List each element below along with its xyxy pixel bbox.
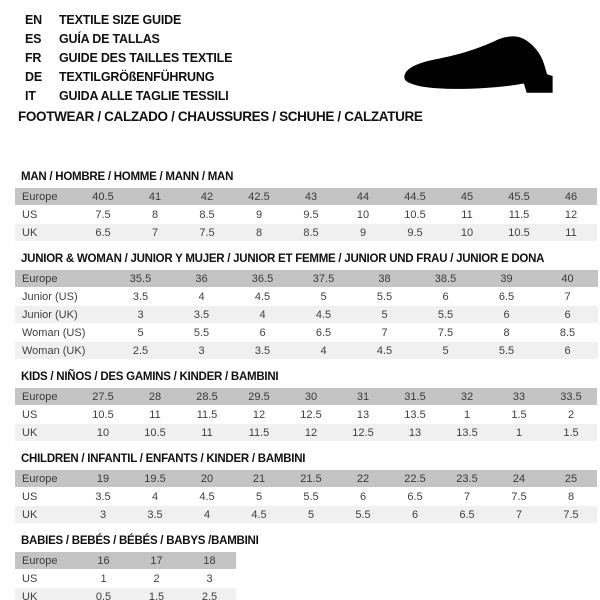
size-value: 9.5 (285, 206, 337, 224)
language-code: EN (25, 12, 42, 27)
size-value: 19 (77, 470, 129, 488)
language-label: GUIDA ALLE TAGLIE TESSILI (59, 88, 229, 103)
size-value: 31.5 (389, 388, 441, 406)
size-value: 27.5 (77, 388, 129, 406)
size-value: 5.5 (415, 306, 476, 324)
size-value: 2.5 (183, 588, 236, 600)
row-label: Junior (UK) (15, 306, 110, 324)
table-row (15, 388, 597, 406)
table-row (15, 406, 597, 424)
size-value: 1 (441, 406, 493, 424)
language-label: GUIDE DES TAILLES TEXTILE (59, 50, 233, 65)
size-value: 4.5 (232, 288, 293, 306)
size-value: 3.5 (129, 506, 181, 524)
size-value: 44 (337, 188, 389, 206)
size-value: 10 (77, 424, 129, 442)
row-label: US (15, 406, 77, 424)
category-title: FOOTWEAR / CALZADO / CHAUSSURES / SCHUHE / CALZATURE (18, 109, 423, 124)
size-value: 5 (110, 324, 171, 342)
size-value: 1 (493, 424, 545, 442)
size-value: 9 (233, 206, 285, 224)
row-label: Europe (15, 470, 77, 488)
size-value: 8.5 (285, 224, 337, 242)
shoe-icon (397, 31, 573, 102)
table-row (15, 588, 236, 600)
row-label: US (15, 570, 77, 588)
size-value: 12 (545, 206, 597, 224)
size-value: 5.5 (476, 342, 537, 360)
size-value: 33 (493, 388, 545, 406)
size-table-title: KIDS / NIÑOS / DES GAMINS / KINDER / BAMBINI (21, 371, 279, 383)
size-value: 45.5 (493, 188, 545, 206)
size-value: 6 (537, 306, 598, 324)
size-table-section (15, 371, 598, 442)
size-value: 4 (129, 488, 181, 506)
size-value: 10.5 (389, 206, 441, 224)
size-value: 10 (441, 224, 493, 242)
size-value: 1 (77, 570, 130, 588)
table-row (15, 306, 598, 324)
size-value: 9.5 (389, 224, 441, 242)
size-value: 38 (354, 270, 415, 288)
size-table-section (15, 535, 598, 600)
size-value: 5 (293, 288, 354, 306)
row-label: UK (15, 506, 77, 524)
size-value: 35.5 (110, 270, 171, 288)
language-list (25, 10, 232, 105)
size-value: 8 (129, 206, 181, 224)
table-row (15, 506, 597, 524)
size-value: 0.5 (77, 588, 130, 600)
size-value: 1.5 (493, 406, 545, 424)
table-row (15, 570, 236, 588)
size-value: 31 (337, 388, 389, 406)
size-value: 13.5 (389, 406, 441, 424)
size-table-title: JUNIOR & WOMAN / JUNIOR Y MUJER / JUNIOR ET FEMME / JUNIOR UND FRAU / JUNIOR E DONA (21, 253, 545, 265)
size-value: 5 (285, 506, 337, 524)
size-table-section (15, 253, 598, 360)
size-value: 46 (545, 188, 597, 206)
size-value: 30 (285, 388, 337, 406)
language-row (25, 86, 232, 105)
row-label: Europe (15, 388, 77, 406)
size-value: 5 (233, 488, 285, 506)
size-value: 33.5 (545, 388, 597, 406)
size-value: 40 (537, 270, 598, 288)
size-value: 40.5 (77, 188, 129, 206)
row-label: Woman (UK) (15, 342, 110, 360)
size-value: 3 (110, 306, 171, 324)
table-row (15, 206, 597, 224)
size-value: 11.5 (493, 206, 545, 224)
size-value: 23.5 (441, 470, 493, 488)
size-value: 1.5 (545, 424, 597, 442)
size-value: 8.5 (181, 206, 233, 224)
table-row (15, 188, 597, 206)
size-value: 2.5 (110, 342, 171, 360)
size-table (15, 388, 597, 442)
table-row (15, 342, 598, 360)
language-row (25, 67, 232, 86)
size-value: 6.5 (441, 506, 493, 524)
size-value: 22.5 (389, 470, 441, 488)
size-value: 5 (354, 306, 415, 324)
size-value: 22 (337, 470, 389, 488)
row-label: US (15, 206, 77, 224)
language-code: FR (25, 50, 42, 65)
size-value: 43 (285, 188, 337, 206)
size-value: 11.5 (181, 406, 233, 424)
size-tables (15, 160, 598, 600)
size-value: 8 (476, 324, 537, 342)
size-value: 39 (476, 270, 537, 288)
size-value: 18 (183, 552, 236, 570)
size-table (15, 270, 598, 360)
row-label: Junior (US) (15, 288, 110, 306)
size-value: 5.5 (171, 324, 232, 342)
size-value: 4.5 (181, 488, 233, 506)
size-value: 7 (354, 324, 415, 342)
size-value: 9 (337, 224, 389, 242)
size-value: 13.5 (441, 424, 493, 442)
table-row (15, 488, 597, 506)
size-value: 3.5 (171, 306, 232, 324)
size-value: 7 (129, 224, 181, 242)
size-value: 8 (233, 224, 285, 242)
size-value: 6 (337, 488, 389, 506)
size-value: 3 (183, 570, 236, 588)
size-value: 5.5 (285, 488, 337, 506)
size-value: 24 (493, 470, 545, 488)
size-value: 10 (337, 206, 389, 224)
table-row (15, 424, 597, 442)
size-value: 5 (415, 342, 476, 360)
table-row (15, 288, 598, 306)
size-value: 6 (415, 288, 476, 306)
size-value: 7 (441, 488, 493, 506)
language-label: GUÍA DE TALLAS (59, 31, 160, 46)
size-value: 41 (129, 188, 181, 206)
size-value: 10.5 (129, 424, 181, 442)
size-value: 13 (389, 424, 441, 442)
row-label: Europe (15, 552, 77, 570)
table-row (15, 270, 598, 288)
size-value: 11.5 (233, 424, 285, 442)
size-table-section (15, 453, 598, 524)
row-label: Woman (US) (15, 324, 110, 342)
size-table-title: BABIES / BEBÉS / BÉBÉS / BABYS /BAMBINI (21, 535, 259, 547)
size-value: 25 (545, 470, 597, 488)
row-label: UK (15, 224, 77, 242)
row-label: Europe (15, 188, 77, 206)
size-value: 4 (293, 342, 354, 360)
size-value: 6 (537, 342, 598, 360)
size-value: 3 (171, 342, 232, 360)
size-value: 32 (441, 388, 493, 406)
size-value: 21 (233, 470, 285, 488)
size-value: 13 (337, 406, 389, 424)
size-value: 12 (233, 406, 285, 424)
size-value: 17 (130, 552, 183, 570)
size-value: 6.5 (77, 224, 129, 242)
size-table-title: CHILDREN / INFANTIL / ENFANTS / KINDER / BAMBINI (21, 453, 306, 465)
size-value: 28 (129, 388, 181, 406)
language-code: ES (25, 31, 42, 46)
language-label: TEXTILGRÖßENFÜHRUNG (59, 69, 215, 84)
size-value: 11 (441, 206, 493, 224)
size-value: 4.5 (293, 306, 354, 324)
table-row (15, 324, 598, 342)
size-value: 4 (181, 506, 233, 524)
language-row (25, 29, 232, 48)
size-value: 4 (232, 306, 293, 324)
row-label: Europe (15, 270, 110, 288)
size-value: 10.5 (77, 406, 129, 424)
size-value: 12.5 (337, 424, 389, 442)
row-label: UK (15, 424, 77, 442)
size-value: 3.5 (77, 488, 129, 506)
size-table (15, 552, 236, 600)
language-label: TEXTILE SIZE GUIDE (59, 12, 182, 27)
size-value: 5.5 (354, 288, 415, 306)
size-value: 16 (77, 552, 130, 570)
size-value: 3.5 (232, 342, 293, 360)
size-value: 19.5 (129, 470, 181, 488)
size-table (15, 470, 597, 524)
size-value: 37.5 (293, 270, 354, 288)
size-value: 5.5 (337, 506, 389, 524)
size-value: 4.5 (233, 506, 285, 524)
size-value: 6.5 (293, 324, 354, 342)
size-value: 6 (389, 506, 441, 524)
size-value: 6.5 (476, 288, 537, 306)
size-value: 7 (537, 288, 598, 306)
size-value: 11 (181, 424, 233, 442)
size-value: 6 (476, 306, 537, 324)
size-value: 29.5 (233, 388, 285, 406)
size-value: 7.5 (181, 224, 233, 242)
size-table (15, 188, 597, 242)
size-value: 12 (285, 424, 337, 442)
size-value: 12.5 (285, 406, 337, 424)
size-value: 11 (545, 224, 597, 242)
size-value: 3 (77, 506, 129, 524)
language-code: IT (25, 88, 36, 103)
size-value: 45 (441, 188, 493, 206)
size-value: 2 (545, 406, 597, 424)
table-row (15, 224, 597, 242)
size-value: 4 (171, 288, 232, 306)
size-table-section (15, 171, 598, 242)
size-value: 3.5 (110, 288, 171, 306)
size-value: 8 (545, 488, 597, 506)
size-value: 4.5 (354, 342, 415, 360)
size-value: 36.5 (232, 270, 293, 288)
size-value: 2 (130, 570, 183, 588)
size-value: 20 (181, 470, 233, 488)
language-row (25, 48, 232, 67)
language-code: DE (25, 69, 42, 84)
size-value: 44.5 (389, 188, 441, 206)
size-value: 36 (171, 270, 232, 288)
size-value: 1.5 (130, 588, 183, 600)
language-row (25, 10, 232, 29)
size-value: 7.5 (415, 324, 476, 342)
size-value: 7.5 (493, 488, 545, 506)
size-value: 8.5 (537, 324, 598, 342)
row-label: US (15, 488, 77, 506)
row-label: UK (15, 588, 77, 600)
size-value: 21.5 (285, 470, 337, 488)
size-value: 7 (493, 506, 545, 524)
size-value: 7.5 (545, 506, 597, 524)
size-value: 7.5 (77, 206, 129, 224)
size-value: 10.5 (493, 224, 545, 242)
size-value: 28.5 (181, 388, 233, 406)
size-value: 6 (232, 324, 293, 342)
size-value: 11 (129, 406, 181, 424)
size-value: 42.5 (233, 188, 285, 206)
table-row (15, 470, 597, 488)
size-value: 38.5 (415, 270, 476, 288)
size-table-title: MAN / HOMBRE / HOMME / MANN / MAN (21, 171, 234, 183)
table-row (15, 552, 236, 570)
size-value: 42 (181, 188, 233, 206)
size-value: 6.5 (389, 488, 441, 506)
